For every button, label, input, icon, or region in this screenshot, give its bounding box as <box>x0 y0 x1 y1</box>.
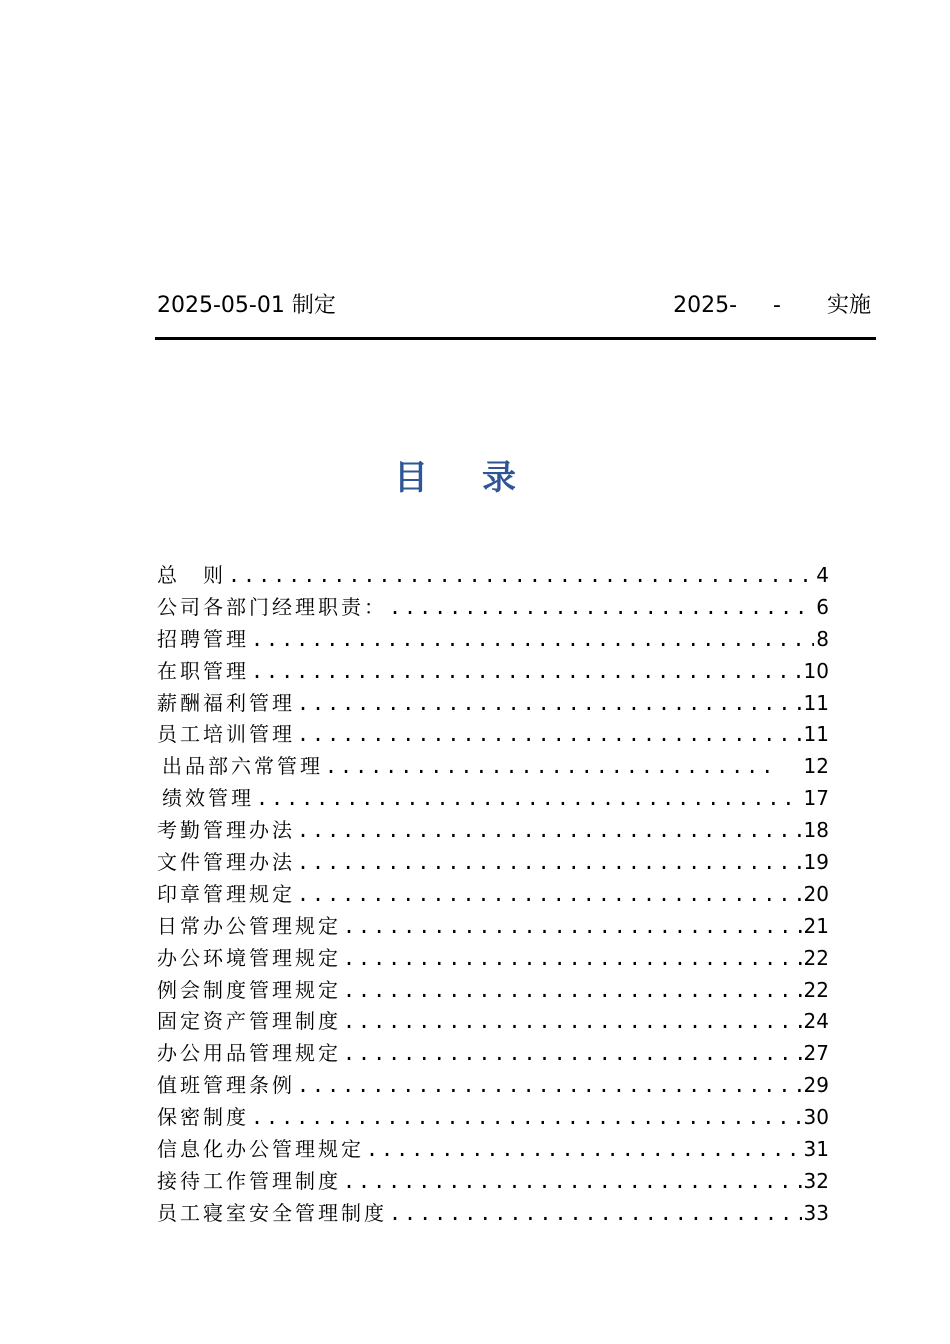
toc-entry-page: 27 <box>803 1041 829 1066</box>
toc-leader-dots <box>343 1166 802 1198</box>
toc-leader-dots <box>297 688 802 720</box>
toc-entry[interactable] <box>157 815 829 847</box>
toc-entry-label: 公司各部门经理职责： <box>157 594 387 619</box>
toc-entry[interactable] <box>157 719 829 751</box>
toc-leader-dots <box>297 879 802 911</box>
toc-entry-label: 固定资产管理制度 <box>157 1009 341 1034</box>
implementation-date <box>673 288 871 319</box>
toc-entry-page: 10 <box>803 658 829 683</box>
toc-entry[interactable] <box>157 560 829 592</box>
toc-entry-page: 22 <box>803 977 829 1002</box>
document-header <box>157 288 871 324</box>
toc-leader-dots <box>343 943 802 975</box>
toc-entry[interactable] <box>157 1198 829 1230</box>
toc-entry-page: 31 <box>803 1137 829 1162</box>
toc-leader-dots <box>343 1038 802 1070</box>
toc-entry-page: 8 <box>816 626 829 651</box>
toc-entry-label: 绩效管理 <box>162 786 254 811</box>
toc-entry-page: 32 <box>803 1168 829 1193</box>
toc-entry[interactable] <box>157 656 829 688</box>
toc-entry-label: 保密制度 <box>157 1105 249 1130</box>
toc-entry-label: 办公用品管理规定 <box>157 1041 341 1066</box>
toc-entry-page: 33 <box>803 1200 829 1225</box>
toc-entry-page: 4 <box>816 563 829 587</box>
toc-leader-dots <box>366 1134 802 1166</box>
toc-entry-label: 考勤管理办法 <box>157 818 295 843</box>
toc-entry-page: 24 <box>803 1009 829 1034</box>
toc-leader-dots <box>343 1006 802 1038</box>
toc-entry-page: 30 <box>803 1105 829 1130</box>
toc-entry-page: 20 <box>803 881 829 906</box>
toc-list <box>157 560 829 1230</box>
toc-entry[interactable] <box>157 688 829 720</box>
toc-entry[interactable] <box>157 1166 829 1198</box>
toc-entry-label: 信息化办公管理规定 <box>157 1137 364 1162</box>
toc-leader-dots <box>325 751 776 783</box>
toc-leader-dots <box>297 815 802 847</box>
toc-entry[interactable] <box>157 1070 829 1102</box>
toc-entry[interactable] <box>157 1134 829 1166</box>
toc-leader-dots <box>251 656 802 688</box>
toc-entry-page: 17 <box>803 786 829 811</box>
toc-entry[interactable] <box>157 1006 829 1038</box>
toc-entry[interactable] <box>157 751 829 783</box>
toc-entry-label: 值班管理条例 <box>157 1073 295 1098</box>
toc-entry[interactable] <box>157 847 829 879</box>
toc-leader-dots <box>251 624 814 656</box>
toc-entry-page: 18 <box>803 818 829 843</box>
toc-entry-label: 接待工作管理制度 <box>157 1168 341 1193</box>
toc-leader-dots <box>297 847 802 879</box>
toc-entry-label: 总 则 <box>157 563 226 587</box>
toc-entry-page: 29 <box>803 1073 829 1098</box>
toc-entry[interactable] <box>157 911 829 943</box>
toc-entry-page: 12 <box>803 754 829 779</box>
toc-entry-page: 19 <box>803 850 829 875</box>
toc-leader-dots <box>297 719 802 751</box>
toc-entry-label: 员工寝室安全管理制度 <box>157 1200 387 1225</box>
toc-entry-label: 薪酬福利管理 <box>157 690 295 715</box>
toc-entry-label: 招聘管理 <box>157 626 249 651</box>
toc-entry-page: 6 <box>816 594 829 619</box>
toc-entry[interactable] <box>157 1038 829 1070</box>
toc-entry-label: 员工培训管理 <box>157 722 295 747</box>
toc-entry[interactable] <box>157 783 829 815</box>
toc-entry-label: 在职管理 <box>157 658 249 683</box>
header-divider <box>155 337 876 340</box>
toc-leader-dots <box>343 975 802 1007</box>
toc-leader-dots <box>251 1102 802 1134</box>
toc-entry-page: 11 <box>803 690 829 715</box>
toc-entry[interactable] <box>157 879 829 911</box>
toc-leader-dots <box>256 783 802 815</box>
toc-entry[interactable] <box>157 592 829 624</box>
made-date: 2025-05-01 制定 <box>157 293 336 318</box>
impl-year: 2025- <box>673 293 738 318</box>
toc-leader-dots <box>389 592 814 624</box>
toc-entry-label: 办公环境管理规定 <box>157 945 341 970</box>
toc-leader-dots <box>343 911 802 943</box>
toc-entry[interactable] <box>157 624 829 656</box>
toc-leader-dots <box>228 560 814 592</box>
toc-entry-page: 11 <box>803 722 829 747</box>
toc-leader-dots <box>297 1070 802 1102</box>
toc-leader-dots <box>389 1198 802 1230</box>
toc-title: 目录 <box>394 458 570 498</box>
toc-entry-label: 日常办公管理规定 <box>157 913 341 938</box>
toc-entry[interactable] <box>157 975 829 1007</box>
toc-entry-label: 文件管理办法 <box>157 850 295 875</box>
toc-entry-label: 例会制度管理规定 <box>157 977 341 1002</box>
impl-dash: - <box>773 293 781 318</box>
toc-entry[interactable] <box>157 943 829 975</box>
toc-entry-page: 21 <box>803 913 829 938</box>
toc-entry[interactable] <box>157 1102 829 1134</box>
toc-entry-label: 出品部六常管理 <box>162 754 323 779</box>
toc-entry-label: 印章管理规定 <box>157 881 295 906</box>
toc-entry-page: 22 <box>803 945 829 970</box>
impl-text: 实施 <box>826 293 871 318</box>
